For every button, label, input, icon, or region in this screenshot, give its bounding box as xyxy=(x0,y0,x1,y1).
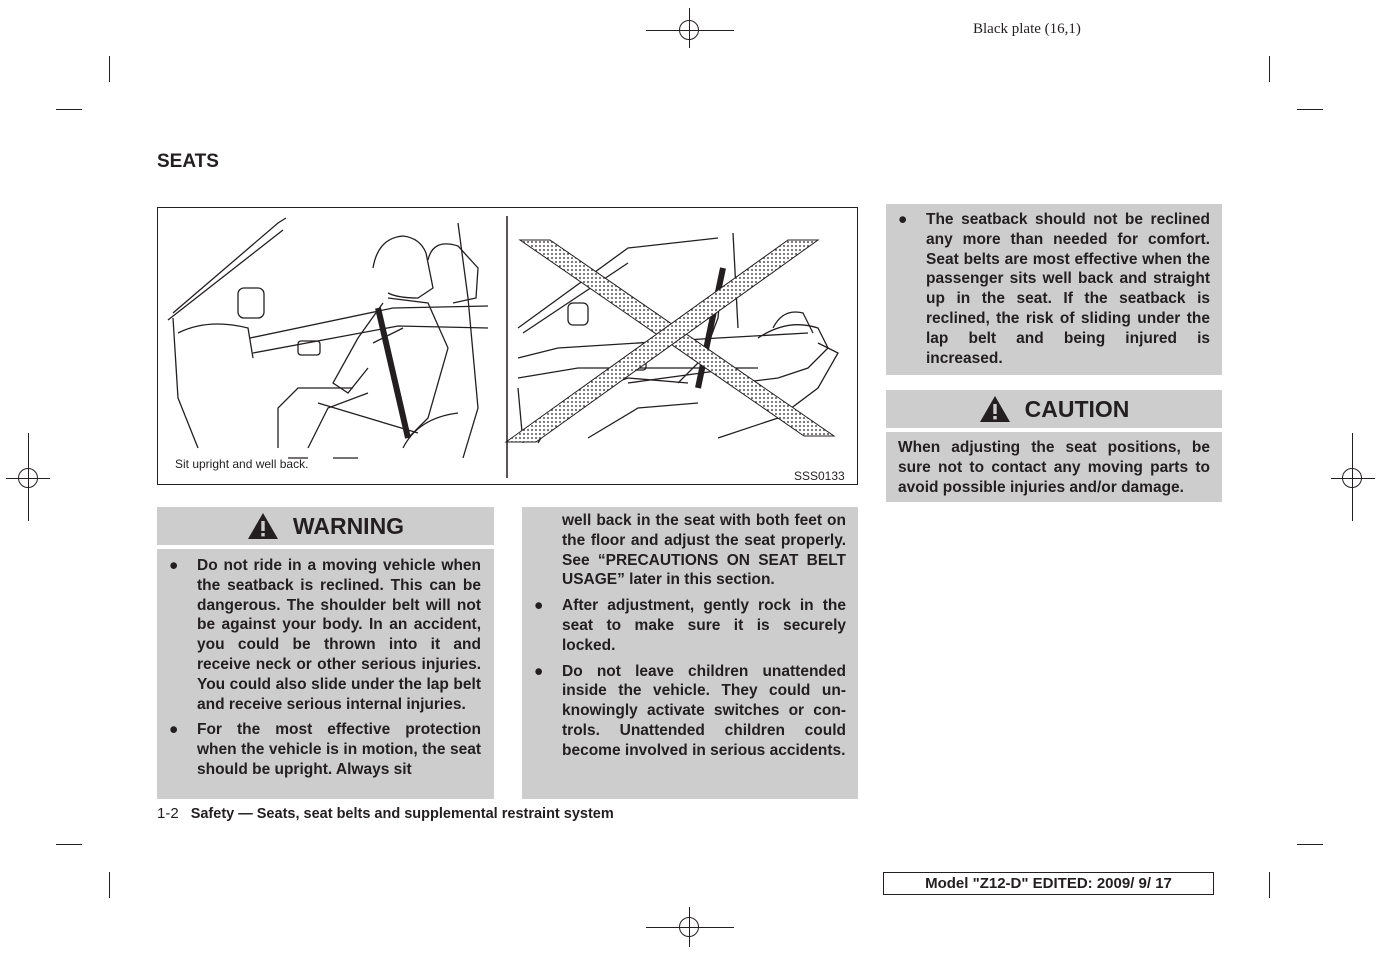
figure-code: SSS0133 xyxy=(794,469,845,483)
page-number: 1-2 xyxy=(157,805,179,822)
caution-title: CAUTION xyxy=(1024,395,1130,422)
seatback-panel xyxy=(886,204,1222,375)
warning-continuation: well back in the seat with both feet on the floor and adjust the seat properly. See “PRECAUTIONS ON SEAT BELT USAGE” later in this section. xyxy=(562,512,846,589)
warning-panel-col2 xyxy=(522,507,858,799)
warning-panel-col1 xyxy=(157,549,494,799)
model-edited-box: Model "Z12-D" EDITED: 2009/ 9/ 17 xyxy=(883,872,1214,895)
warning-bullet: ● Do not leave children unattended inside the vehicle. They could unknowingly activate switches or controls. Unattended children could become involved in serious accidents. xyxy=(534,662,846,759)
seat-illustration xyxy=(157,207,858,485)
warning-triangle-icon xyxy=(979,395,1011,423)
page-footer xyxy=(157,805,614,822)
warning-bullet: ● Do not ride in a moving vehicle when the seatback is reclined. This can be dangerous. The shoulder belt will not be against your body. In an accident, you could be thrown into it and receive neck or other serious injuries. You could also slide under the lap belt and receive serious internal injuries. xyxy=(169,557,481,713)
warning-bullet: ● After adjustment, gently rock in the seat to make sure it is securely locked. xyxy=(534,597,846,654)
warning-triangle-icon xyxy=(247,512,279,540)
section-title: SEATS xyxy=(157,151,219,172)
seat-illustration-drawing xyxy=(158,208,857,484)
caution-text: When adjusting the seat positions, be sure not to contact any moving parts to avoid possible injuries and/or damage. xyxy=(886,432,1222,502)
plate-label: Black plate (16,1) xyxy=(973,21,1081,37)
warning-header xyxy=(157,507,494,545)
warning-bullet: ● For the most effective protection when the vehicle is in motion, the seat should be upright. Always sit xyxy=(169,721,481,778)
caution-header xyxy=(886,390,1222,428)
warning-title: WARNING xyxy=(292,512,405,539)
figure-caption: Sit upright and well back. xyxy=(175,457,309,471)
footer-section-title: Safety — Seats, seat belts and supplemental restraint system xyxy=(190,806,614,822)
seatback-bullet: ● The seatback should not be reclined any more than needed for comfort. Seat belts are most effective when the passenger sits well back and straight up in the seat. If the seatback is reclined, the risk of sliding under the lap belt and being injured is increased. xyxy=(898,211,1210,367)
